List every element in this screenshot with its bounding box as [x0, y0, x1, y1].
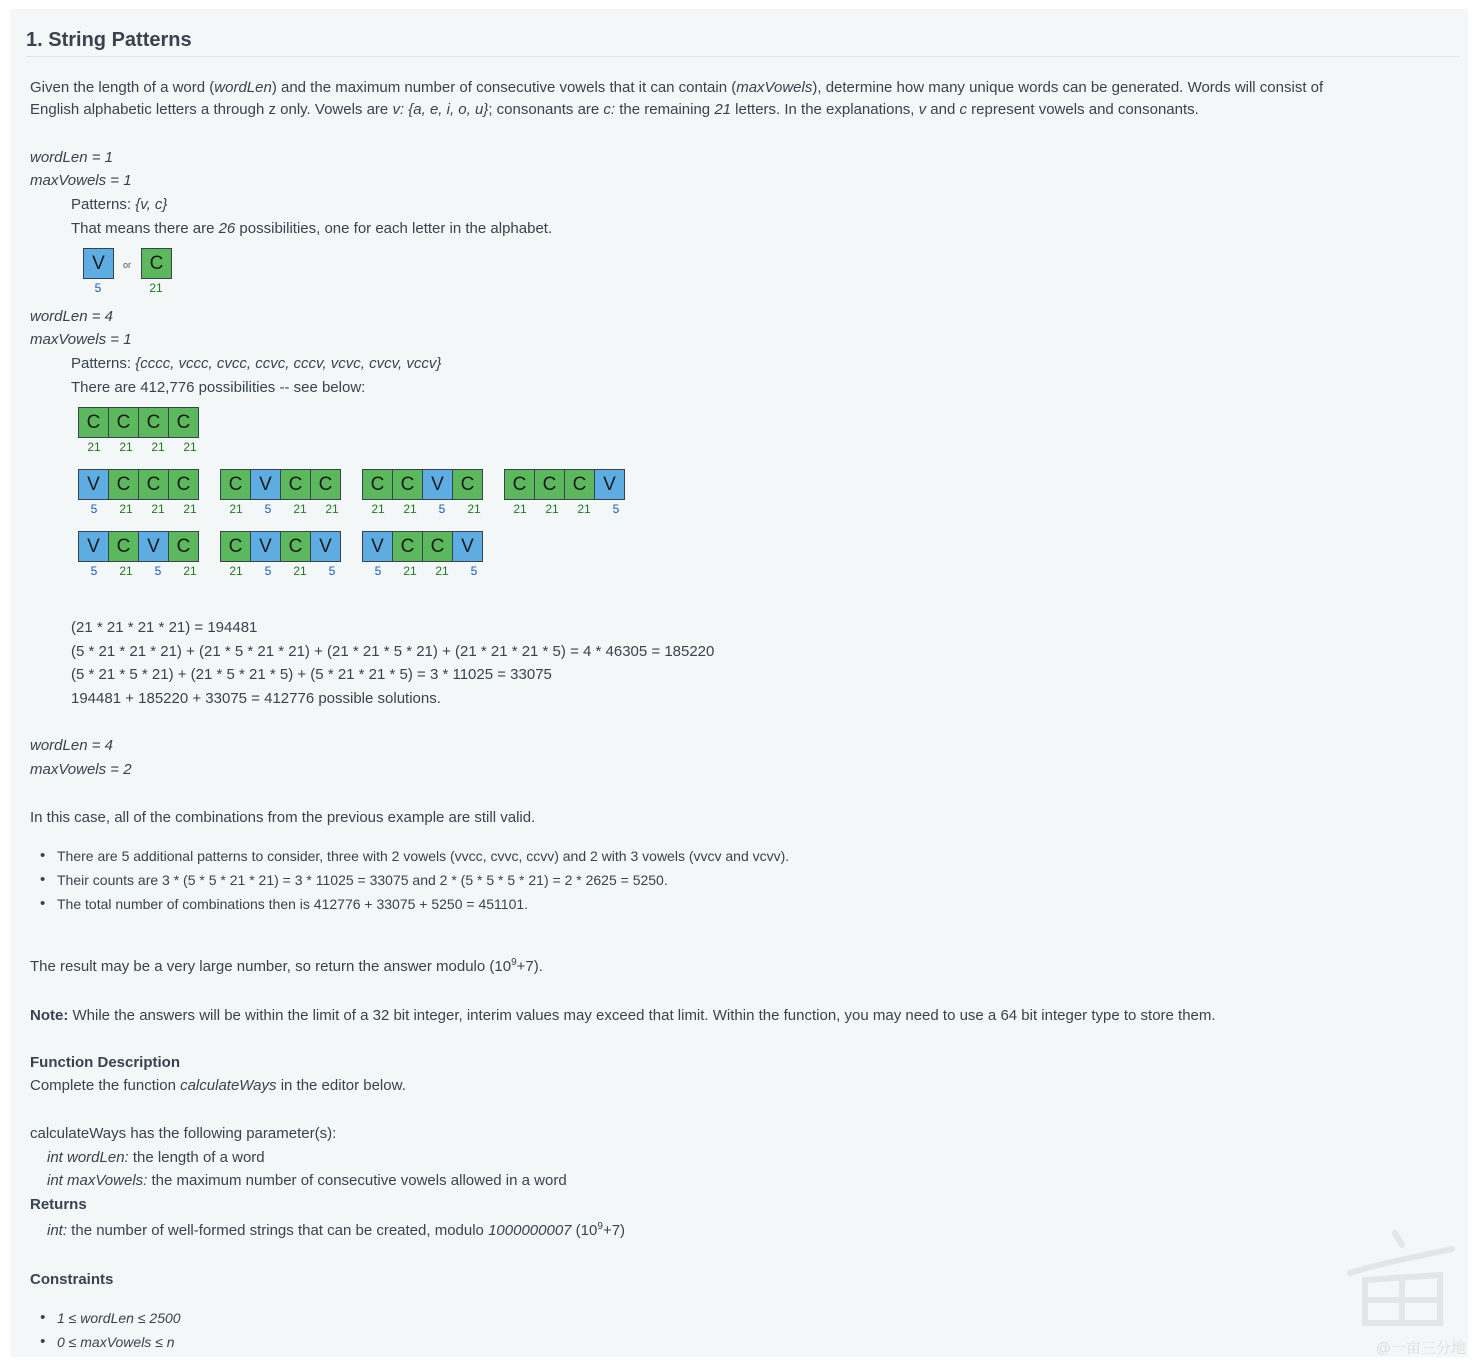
constraint-item: • 0 ≤ maxVowels ≤ n: [57, 1334, 175, 1350]
intro-text: Given the length of a word (: [30, 79, 215, 96]
function-complete: [30, 1077, 406, 1094]
ex2-there-are: There are 412,776 possibilities -- see below:: [71, 379, 366, 396]
returns-desc: (10: [571, 1222, 598, 1239]
constraint-item: • 1 ≤ wordLen ≤ 2500: [57, 1310, 181, 1326]
function-text: in the editor below.: [276, 1077, 406, 1094]
intro-text: ), determine how many unique words can be generated. Words will consist of: [812, 79, 1324, 96]
ex2-patterns: [71, 355, 441, 372]
problem-panel: [10, 9, 1468, 1357]
pattern-cccc: [78, 407, 198, 438]
consonant-box: C: [422, 531, 453, 562]
returns-type: int:: [47, 1222, 68, 1239]
consonant-count: 21: [371, 502, 385, 516]
intro-line-2: [30, 101, 1199, 118]
pattern-vccc: [78, 469, 198, 500]
vowel-box: V: [78, 531, 109, 562]
note-label: Note:: [30, 1007, 69, 1024]
ex3-maxvowels: maxVowels = 2: [30, 761, 132, 778]
ex1-c-box: [141, 248, 171, 279]
intro-text: ; consonants are: [488, 101, 604, 118]
consonant-box: C: [108, 407, 139, 438]
patterns-label: Patterns:: [71, 196, 136, 213]
watermark-text: @一亩三分地: [1375, 1340, 1466, 1357]
intro-text: c:: [603, 101, 616, 118]
consonant-count: 21: [87, 440, 101, 454]
consonant-count: 21: [513, 502, 527, 516]
vowel-count: 5: [154, 564, 162, 578]
consonant-box: C: [534, 469, 565, 500]
consonant-count: 21: [229, 502, 243, 516]
ex1-patterns: [71, 196, 167, 213]
consonant-box: C: [310, 469, 341, 500]
ex3-wordlen: wordLen = 4: [30, 737, 113, 754]
consonant-count: 21: [467, 502, 481, 516]
consonant-box: C: [504, 469, 535, 500]
consonant-box: C: [168, 407, 199, 438]
watermark-logo-icon: [1340, 1225, 1460, 1335]
vowel-box: V: [250, 531, 281, 562]
returns-text: [47, 1221, 625, 1239]
intro-text: c: [959, 101, 968, 118]
consonant-count: 21: [151, 440, 165, 454]
pattern-vccv: [362, 531, 482, 562]
note: [30, 1007, 1216, 1024]
consonant-box: C: [392, 469, 423, 500]
pattern-counts: [504, 502, 632, 516]
result-text: [30, 957, 543, 975]
consonant-count: 21: [183, 440, 197, 454]
vowel-box: V: [594, 469, 625, 500]
ex2-maxvowels: maxVowels = 1: [30, 331, 132, 348]
calc-line-1: (21 * 21 * 21 * 21) = 194481: [71, 619, 258, 636]
result-text-b: +7).: [516, 958, 543, 975]
param-name: int maxVowels:: [47, 1172, 148, 1189]
consonant-count: 21: [183, 502, 197, 516]
vowel-count: 5: [94, 281, 102, 295]
intro-text: 21: [714, 101, 732, 118]
means-text: possibilities, one for each letter in the alphabet.: [235, 220, 553, 237]
consonant-box: C: [564, 469, 595, 500]
pattern-counts: [78, 502, 206, 516]
pattern-counts: [362, 502, 490, 516]
vowel-box: V: [362, 531, 393, 562]
means-text: That means there are: [71, 220, 219, 237]
constraints-heading: Constraints: [30, 1271, 114, 1288]
consonant-box: C: [280, 531, 311, 562]
ex1-v-count: [83, 281, 113, 295]
consonant-box: C: [78, 407, 109, 438]
returns-heading: Returns: [30, 1196, 87, 1213]
consonant-box: C: [168, 531, 199, 562]
ex1-c-count: [141, 281, 171, 295]
consonant-count: 21: [293, 502, 307, 516]
intro-text: wordLen: [214, 79, 272, 96]
param-maxvowels: [47, 1172, 567, 1189]
vowel-count: 5: [264, 502, 272, 516]
intro-line-1: [30, 79, 1323, 96]
consonant-box: C: [392, 531, 423, 562]
vowel-count: 5: [90, 502, 98, 516]
intro-text: ) and the maximum number of consecutive vowels that it can contain (: [271, 79, 737, 96]
consonant-box: C: [280, 469, 311, 500]
ex1-means: [71, 220, 552, 237]
function-text: Complete the function: [30, 1077, 181, 1094]
consonant-box: C: [220, 531, 251, 562]
ex1-v-box: [83, 248, 113, 279]
pattern-cccv: [504, 469, 624, 500]
pattern-cvcc: [220, 469, 340, 500]
ex1-maxvowels: maxVowels = 1: [30, 172, 132, 189]
intro-text: maxVowels: [736, 79, 813, 96]
vowel-count: 5: [328, 564, 336, 578]
consonant-box: C: [362, 469, 393, 500]
function-heading: Function Description: [30, 1054, 180, 1071]
consonant-box: C: [168, 469, 199, 500]
param-desc: the length of a word: [128, 1149, 265, 1166]
patterns-label: Patterns:: [71, 355, 136, 372]
bullet-item: • Their counts are 3 * (5 * 5 * 21 * 21) = 3 * 11025 = 33075 and 2 * (5 * 5 * 5 * 21) = 2 * 2625 = 5250.: [57, 872, 668, 888]
param-wordlen: [47, 1149, 265, 1166]
intro-text: letters. In the explanations,: [731, 101, 919, 118]
consonant-box: C: [138, 469, 169, 500]
vowel-count: 5: [90, 564, 98, 578]
result-sup: 9: [511, 957, 517, 968]
pattern-counts: [78, 440, 206, 454]
params-intro: calculateWays has the following parameter(s):: [30, 1125, 337, 1142]
pattern-counts: [78, 564, 206, 578]
vowel-box: V: [452, 531, 483, 562]
intro-text: v: [918, 101, 927, 118]
vowel-box: V: [83, 248, 114, 279]
consonant-count: 21: [435, 564, 449, 578]
vowel-box: V: [138, 531, 169, 562]
consonant-box: C: [138, 407, 169, 438]
vowel-box: V: [422, 469, 453, 500]
vowel-count: 5: [374, 564, 382, 578]
vowel-box: V: [250, 469, 281, 500]
or-label: or: [123, 260, 132, 270]
returns-mod: 1000000007: [488, 1222, 572, 1239]
result-text-a: The result may be a very large number, so return the answer modulo (10: [30, 958, 512, 975]
vowel-box: V: [78, 469, 109, 500]
pattern-counts: [220, 564, 348, 578]
note-text: While the answers will be within the limit of a 32 bit integer, interim values may exceed that limit. Within the function, you may need to use a 64 bit integer type to store them.: [68, 1007, 1216, 1024]
intro-text: v: {a, e, i, o, u}: [392, 101, 489, 118]
consonant-count: 21: [183, 564, 197, 578]
param-name: int wordLen:: [47, 1149, 129, 1166]
returns-desc: the number of well-formed strings that can be created, modulo: [67, 1222, 489, 1239]
vowel-count: 5: [470, 564, 478, 578]
returns-desc: +7): [602, 1222, 626, 1239]
intro-text: represent vowels and consonants.: [967, 101, 1199, 118]
intro-text: and: [926, 101, 960, 118]
intro-text: English alphabetic letters a through z only. Vowels are: [30, 101, 393, 118]
consonant-count: 21: [119, 564, 133, 578]
pattern-ccvc: [362, 469, 482, 500]
vowel-count: 5: [612, 502, 620, 516]
bullet-item: • There are 5 additional patterns to consider, three with 2 vowels (vvcc, cvvc, ccvv) and 2 with 3 vowels (vvcv and vcvv).: [57, 848, 789, 864]
ex1-wordlen: wordLen = 1: [30, 149, 113, 166]
patterns-value: {v, c}: [135, 196, 168, 213]
calc-line-4: 194481 + 185220 + 33075 = 412776 possible solutions.: [71, 690, 441, 707]
title-divider: [26, 56, 1460, 57]
means-text: 26: [218, 220, 236, 237]
returns-sup: 9: [597, 1221, 603, 1232]
calc-line-2: (5 * 21 * 21 * 21) + (21 * 5 * 21 * 21) + (21 * 21 * 5 * 21) + (21 * 21 * 21 * 5) = 4 * 46305 = 185220: [71, 643, 715, 660]
function-name: calculateWays: [180, 1077, 277, 1094]
consonant-box: C: [452, 469, 483, 500]
consonant-count: 21: [229, 564, 243, 578]
consonant-box: C: [141, 248, 172, 279]
patterns-value: {cccc, vccc, cvcc, ccvc, cccv, vcvc, cvcv, vccv}: [135, 355, 442, 372]
consonant-count: 21: [119, 502, 133, 516]
consonant-box: C: [220, 469, 251, 500]
pattern-vcvc: [78, 531, 198, 562]
consonant-count: 21: [403, 564, 417, 578]
bullet-item: • The total number of combinations then is 412776 + 33075 + 5250 = 451101.: [57, 896, 528, 912]
consonant-count: 21: [119, 440, 133, 454]
consonant-count: 21: [149, 281, 163, 295]
consonant-count: 21: [325, 502, 339, 516]
consonant-count: 21: [545, 502, 559, 516]
param-desc: the maximum number of consecutive vowels allowed in a word: [147, 1172, 567, 1189]
consonant-count: 21: [293, 564, 307, 578]
pattern-counts: [362, 564, 490, 578]
consonant-count: 21: [403, 502, 417, 516]
consonant-count: 21: [577, 502, 591, 516]
consonant-box: C: [108, 469, 139, 500]
ex3-case: In this case, all of the combinations from the previous example are still valid.: [30, 809, 536, 826]
vowel-box: V: [310, 531, 341, 562]
consonant-box: C: [108, 531, 139, 562]
problem-title: 1. String Patterns: [26, 29, 192, 51]
pattern-cvcv: [220, 531, 340, 562]
ex2-wordlen: wordLen = 4: [30, 308, 113, 325]
pattern-counts: [220, 502, 348, 516]
calc-line-3: (5 * 21 * 5 * 21) + (21 * 5 * 21 * 5) + (5 * 21 * 21 * 5) = 3 * 11025 = 33075: [71, 666, 552, 683]
vowel-count: 5: [264, 564, 272, 578]
consonant-count: 21: [151, 502, 165, 516]
intro-text: the remaining: [615, 101, 715, 118]
vowel-count: 5: [438, 502, 446, 516]
